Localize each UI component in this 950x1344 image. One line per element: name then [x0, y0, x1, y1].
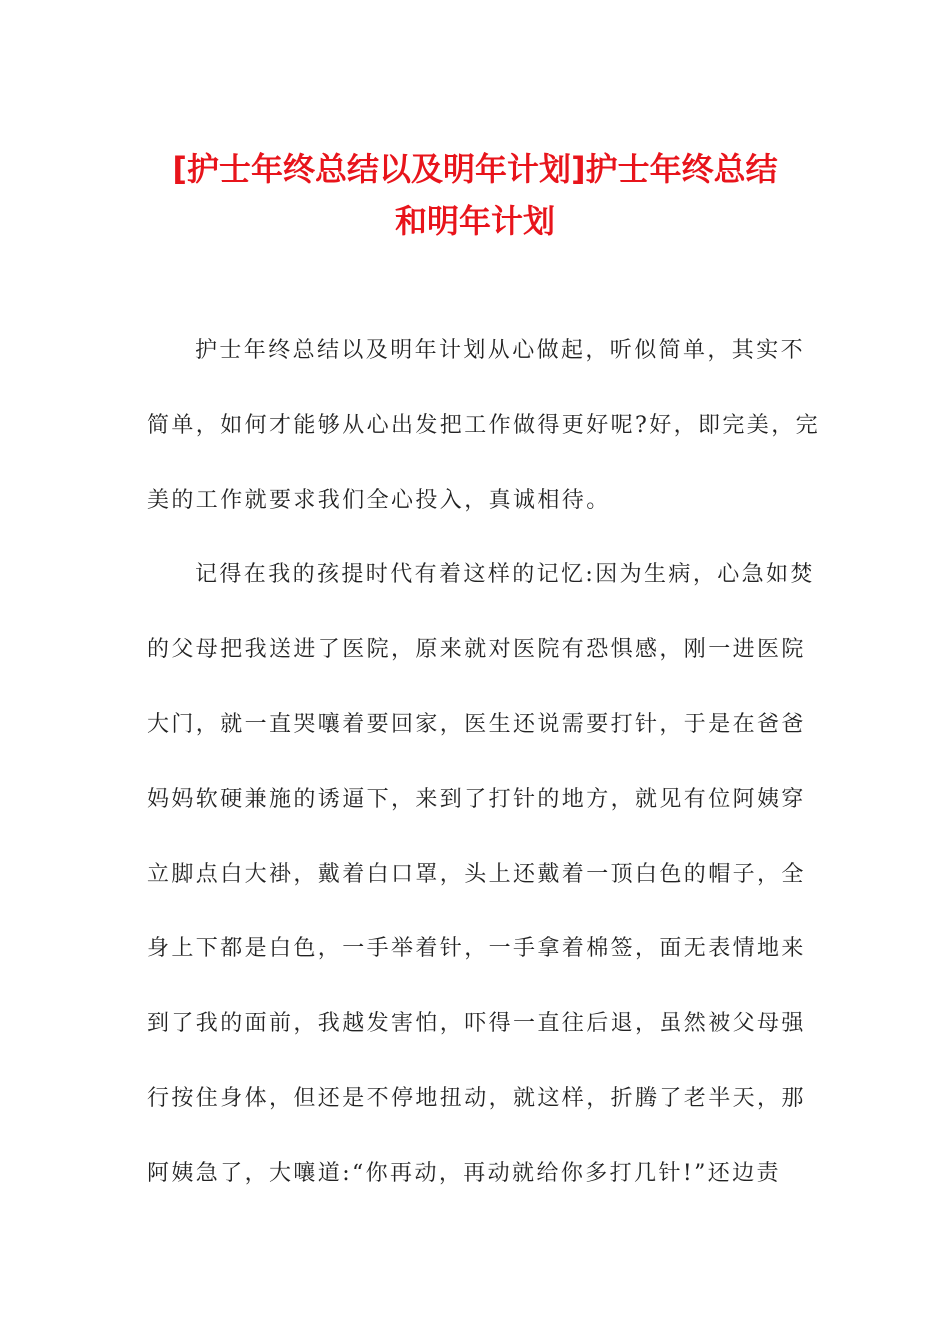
paragraph-line: 到了我的面前，我越发害怕，吓得一直往后退，虽然被父母强 — [147, 1011, 806, 1037]
title-line-1: [护士年终总结以及明年计划]护士年终总结 — [172, 150, 778, 188]
paragraph-line: 妈妈软硬兼施的诱逼下，来到了打针的地方，就见有位阿姨穿 — [147, 786, 806, 812]
document-body — [147, 329, 820, 1227]
paragraph-line: 身上下都是白色，一手举着针，一手拿着棉签，面无表情地来 — [147, 936, 806, 962]
paragraph-line: 行按住身体，但还是不停地扭动，就这样，折腾了老半天，那 — [147, 1085, 806, 1111]
paragraph-line: 简单，如何才能够从心出发把工作做得更好呢?好，即完美，完 — [147, 412, 820, 438]
document-title — [140, 143, 810, 247]
paragraph-line: 美的工作就要求我们全心投入，真诚相待。 — [147, 487, 611, 513]
paragraph-1 — [147, 329, 820, 553]
paragraph-line: 大门，就一直哭嚷着要回家，医生还说需要打针，于是在爸爸 — [147, 711, 806, 737]
paragraph-line: 阿姨急了，大嚷道:“你再动，再动就给你多打几针!”还边责 — [147, 1160, 781, 1186]
paragraph-line: 立脚点白大褂，戴着白口罩，头上还戴着一顶白色的帽子，全 — [147, 861, 806, 887]
paragraph-line: 的父母把我送进了医院，原来就对医院有恐惧感，刚一进医院 — [147, 637, 806, 663]
paragraph-2 — [147, 553, 815, 1226]
title-line-2: 和明年计划 — [394, 202, 555, 240]
paragraph-line: 记得在我的孩提时代有着这样的记忆:因为生病，心急如焚 — [195, 562, 815, 588]
paragraph-line: 护士年终总结以及明年计划从心做起，听似简单，其实不 — [195, 338, 806, 363]
